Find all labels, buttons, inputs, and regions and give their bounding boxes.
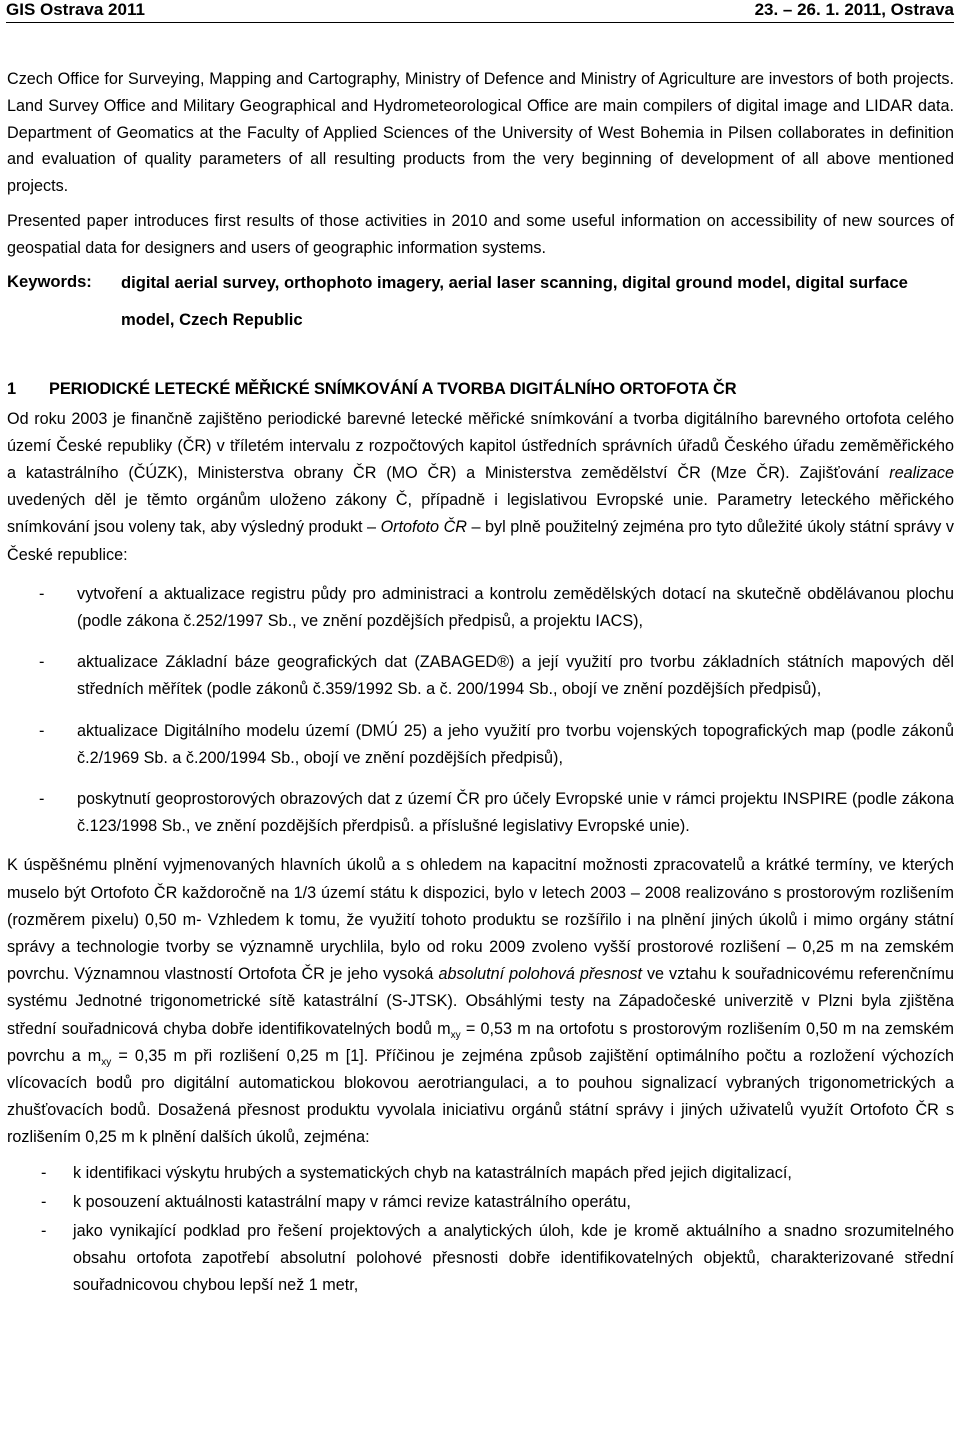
dash-bullet: - [39,584,45,603]
page-content [7,66,954,1302]
dash-bullet: - [39,653,45,672]
dash-bullet: - [41,1222,47,1241]
section-paragraph-1: Od roku 2003 je finančně zajištěno periodické barevné letecké měřické snímkování a tvorba digitálního barevného ortofota celého území České republiky (ČR) v tříletém intervalu z rozpočtových kapitol ústředních správních úřadů Českého úřadu zeměměřického a katastrálního (ČÚZK), Ministerstva obrany ČR (MO ČR) a Ministerstva zemědělství ČR (Mze ČR). Zajišťování realizace uvedených děl je těmto orgánům uloženo zákony Č, případně i legislativou Evropské unie. Parametry leteckého měřického snímkování jsou voleny tak, aby výsledný produkt – Ortofoto ČR – byl plně použitelný zejména pro tyto důležité úkoly státní správy v České republice: [7,409,954,564]
running-header [6,0,954,23]
dash-bullet: - [41,1192,47,1211]
abstract-paragraph-2: Presented paper introduces first results of those activities in 2010 and some useful information on accessibility of new sources of geospatial data for designers and users of geographic information systems. [7,211,954,257]
section-number: 1 [7,379,17,398]
usage-list [7,1160,954,1300]
list-item: - vytvoření a aktualizace registru půdy pro administraci a kontrolu zemědělských dotací na skutečně obdělávanou plochu (podle zákona č.252/1997 Sb., ve znění pozdějších předpisů, a projektu IACS), [7,581,954,635]
italic-ortofoto: Ortofoto ČR [380,518,467,537]
keywords-text: digital aerial survey, orthophoto imagery, aerial laser scanning, digital ground model, digital surface model, Czech Republic [121,272,908,329]
dash-bullet: - [39,790,45,809]
section-paragraph-2: K úspěšnému plnění vyjmenovaných hlavních úkolů a s ohledem na kapacitní možnosti zpracovatelů a krátké termíny, ve kterých muselo být Ortofoto ČR každoročně na 1/3 území státu k dispozici, bylo v letech 2003 – 2008 realizováno s prostorovým rozlišením (rozměrem pixelu) 0,50 m- Vzhledem k tomu, že využití tohoto produktu se rozšířilo i na plnění jiných úkolů i mimo orgány státní správy a technologie tvorby se významně urychlila, bylo od roku 2009 zvoleno vyšší prostorové rozlišení – 0,25 m na zemském povrchu. Významnou vlastností Ortofota ČR je jeho vysoká absolutní polohová přesnost ve vztahu k souřadnicovému referenčnímu systému Jednotné trigonometrické sítě katastrální (S-JTSK). Obsáhlými testy na Západočeské univerzitě v Plzni byla zjištěna střední souřadnicová chyba dobře identifikovatelných bodů $m_{xy} = 0,53$ m na ortofotu s prostorovým rozlišením 0,50 m na zemském povrchu a $m_{xy} = 0,35$ m při rozlišení 0,25 m [1]. Příčinou je zejména způsob zajištění optimálního počtu a rozložení výchozích vlícovacích bodů pro digitální automatickou blokovou aerotriangulaci, a to pouhou signalizací vybraných trigonometrických a zhušťovacích bodů. Dosažená přesnost produktu vyvolala iniciativu orgánů státní správy i jiných uživatelů využít Ortofoto ČR s rozlišením 0,25 m k plnění dalších úkolů, zejména: [7,856,955,1147]
dash-bullet: - [41,1163,47,1182]
list-item: - aktualizace Digitálního modelu území (DMÚ 25) a jeho využití pro tvorbu vojenských topografických map (podle zákonů č.2/1969 Sb. a č.200/1994 Sb., obojí ve znění pozdějších předpisů), [7,718,954,772]
section-title: PERIODICKÉ LETECKÉ MĚŘICKÉ SNÍMKOVÁNÍ A TVORBA DIGITÁLNÍHO ORTOFOTA ČR [49,379,737,398]
conference-name: GIS Ostrava 2011 [6,0,145,19]
italic-absolute-accuracy: absolutní polohová přesnost [438,965,642,984]
keywords-label: Keywords: [7,271,92,291]
list-item: - k posouzení aktuálnosti katastrální mapy v rámci revize katastrálního operátu, [7,1189,954,1216]
keywords-block [7,270,954,338]
conference-date-place: 23. – 26. 1. 2011, Ostrava [754,0,954,19]
list-item: - aktualizace Základní báze geografických dat (ZABAGED®) a její využití pro tvorbu základních státních mapových děl středních měřítek (podle zákonů č.359/1992 Sb. a č. 200/1994 Sb., obojí ve znění pozdějších předpisů), [7,649,954,703]
italic-realizace: realizace [889,463,954,482]
list-item: - jako vynikající podklad pro řešení projektových a analytických úloh, kde je kromě aktuálního a snadno srozumitelného obsahu ortofota zapotřebí absolutní polohové přesnosti dobře identifikovatelných objektů, charakterizované střední souřadnicovou chybou lepší než 1 metr, [7,1218,954,1300]
list-item: - k identifikaci výskytu hrubých a systematických chyb na katastrálních mapách před jejich digitalizací, [7,1160,954,1187]
list-item: - poskytnutí geoprostorových obrazových dat z území ČR pro účely Evropské unie v rámci projektu INSPIRE (podle zákona č.123/1998 Sb., ve znění pozdějších přerdpisů. a příslušné legislativy Evropské unie). [7,786,954,840]
abstract-paragraph-1: Czech Office for Surveying, Mapping and Cartography, Ministry of Defence and Ministry of Agriculture are investors of both projects. Land Survey Office and Military Geographical and Hydrometeorological Office are main compilers of digital image and LIDAR data. Department of Geomatics at the Faculty of Applied Sciences of the University of West Bohemia in Pilsen collaborates in definition and evaluation of quality parameters of all resulting products from the very beginning of development of all above mentioned projects. [7,70,954,196]
dash-bullet: - [39,721,45,740]
section-heading [7,376,954,402]
task-list [7,581,954,841]
